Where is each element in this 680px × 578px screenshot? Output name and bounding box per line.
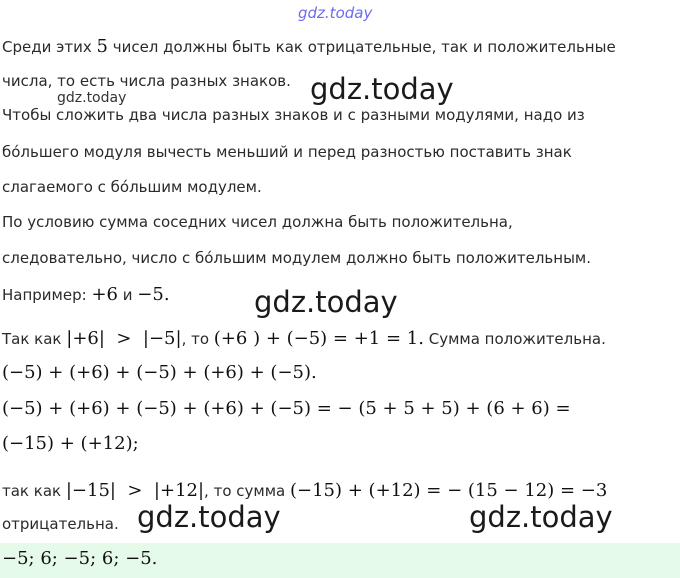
math-sum: (−5) + (+6) + (−5) + (+6) + (−5) = − (5 + 5 + 5) + (6 + 6) = — [2, 398, 571, 419]
math-sequence: (−5) + (+6) + (−5) + (+6) + (−5). — [2, 362, 317, 383]
text-line: Среди этих 5 чисел должны быть как отрицательные, так и положительные — [2, 36, 616, 57]
watermark-small: gdz.today — [57, 90, 127, 106]
watermark: gdz.today — [310, 72, 454, 106]
conclusion-line-2: отрицательна. — [2, 515, 119, 533]
answer-text: −5; 6; −5; 6; −5. — [2, 548, 158, 569]
watermark: gdz.today — [254, 285, 398, 319]
watermark-top: gdz.today — [298, 4, 373, 22]
text-line: По условию сумма соседних чисел должна быть положительна, — [2, 213, 513, 231]
answer-box — [0, 543, 680, 578]
text-line: слагаемого с бо́льшим модулем. — [2, 178, 262, 196]
watermark: gdz.today — [469, 500, 613, 534]
example-line: Например: +6 и −5. — [2, 284, 170, 305]
conclusion-line: так как |−15| > |+12|, то сумма (−15) + (+12) = − (15 − 12) = −3 — [2, 480, 608, 501]
since-line: Так как |+6| > |−5|, то (+6 ) + (−5) = +1 = 1. Сумма положительна. — [2, 328, 606, 349]
text-line: Чтобы сложить два числа разных знаков и с разными модулями, надо из — [2, 106, 585, 124]
text-line: числа, то есть числа разных знаков. — [2, 72, 291, 90]
watermark: gdz.today — [137, 500, 281, 534]
text-line: бо́льшего модуля вычесть меньший и перед разностью поставить знак — [2, 143, 572, 161]
math-sum-result: (−15) + (+12); — [2, 433, 139, 454]
text-line: следовательно, число с бо́льшим модулем должно быть положительным. — [2, 249, 591, 267]
